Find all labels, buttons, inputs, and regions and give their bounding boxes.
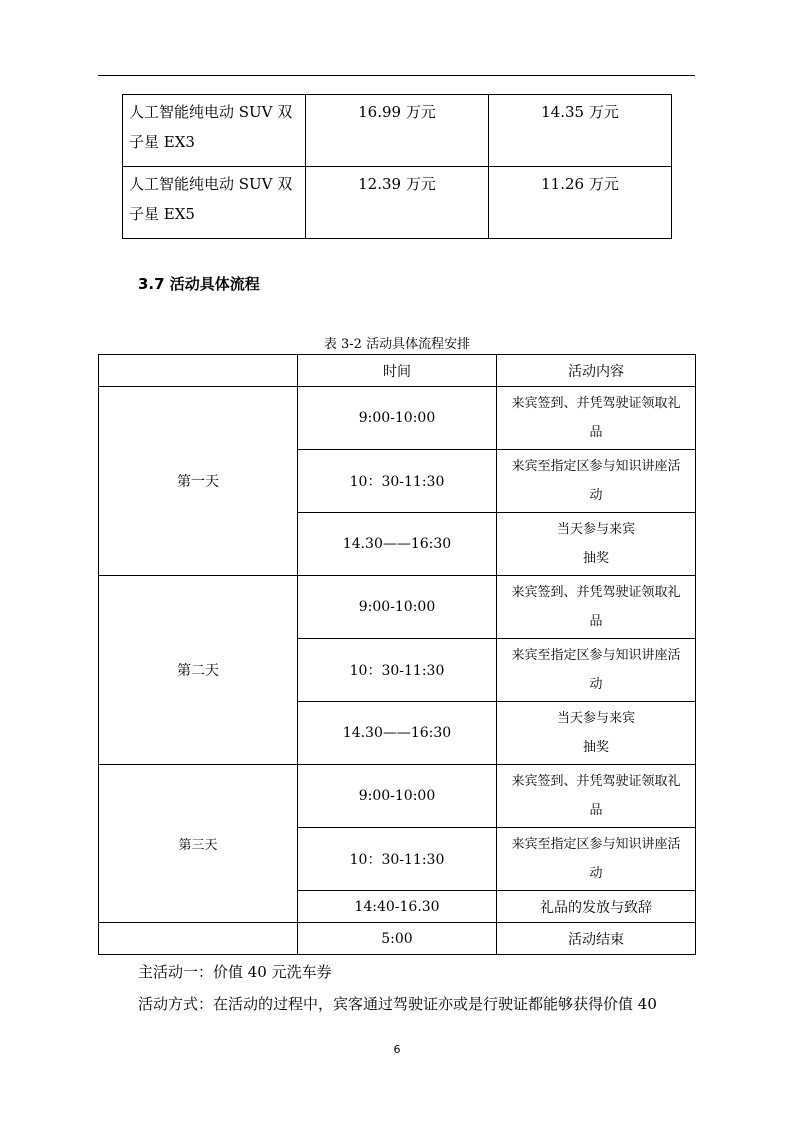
time-cell: 10：30-11:30 [298, 450, 497, 513]
price-cell: 16.99 万元 [306, 95, 489, 167]
price-cell: 11.26 万元 [489, 167, 672, 239]
activity-cell: 当天参与来宾 抽奖 [497, 513, 696, 576]
day-label: 第一天 [99, 387, 298, 576]
table-caption: 表 3-2 活动具体流程安排 [323, 337, 471, 352]
table-row [99, 765, 696, 828]
table-row [123, 167, 672, 239]
time-cell: 14.30——16:30 [298, 702, 497, 765]
day-label: 第三天 [99, 765, 298, 923]
time-cell: 9:00-10:00 [298, 765, 497, 828]
time-cell: 10：30-11:30 [298, 639, 497, 702]
time-cell: 14:40-16.30 [298, 891, 497, 923]
page-number: 6 [393, 1043, 401, 1056]
activity-cell: 来宾至指定区参与知识讲座活 动 [497, 639, 696, 702]
table-row [99, 576, 696, 639]
price-table [122, 94, 672, 239]
activity-cell: 来宾至指定区参与知识讲座活 动 [497, 450, 696, 513]
price-cell: 14.35 万元 [489, 95, 672, 167]
activity-cell: 来宾签到、并凭驾驶证领取礼 品 [497, 765, 696, 828]
header-content: 活动内容 [497, 355, 696, 387]
activity-cell: 当天参与来宾 抽奖 [497, 702, 696, 765]
paragraph-main-activity: 主活动一：价值 40 元洗车券 [138, 963, 332, 981]
model-cell: 人工智能纯电动 SUV 双 子星 EX3 [123, 95, 306, 167]
table-row [99, 923, 696, 955]
table-header-row [99, 355, 696, 387]
activity-cell: 礼品的发放与致辞 [497, 891, 696, 923]
table-row [99, 387, 696, 450]
table-row [123, 95, 672, 167]
time-cell: 9:00-10:00 [298, 387, 497, 450]
blank-cell [99, 923, 298, 955]
activity-cell: 来宾签到、并凭驾驶证领取礼 品 [497, 387, 696, 450]
schedule-table [98, 354, 696, 955]
day-label: 第二天 [99, 576, 298, 765]
price-cell: 12.39 万元 [306, 167, 489, 239]
header-rule [98, 75, 695, 76]
time-cell: 5:00 [298, 923, 497, 955]
time-cell: 10：30-11:30 [298, 828, 497, 891]
model-cell: 人工智能纯电动 SUV 双 子星 EX5 [123, 167, 306, 239]
activity-cell: 活动结束 [497, 923, 696, 955]
header-blank [99, 355, 298, 387]
header-time: 时间 [298, 355, 497, 387]
activity-cell: 来宾至指定区参与知识讲座活 动 [497, 828, 696, 891]
time-cell: 14.30——16:30 [298, 513, 497, 576]
section-title: 3.7 活动具体流程 [138, 275, 260, 293]
time-cell: 9:00-10:00 [298, 576, 497, 639]
activity-cell: 来宾签到、并凭驾驶证领取礼 品 [497, 576, 696, 639]
paragraph-activity-method: 活动方式：在活动的过程中，宾客通过驾驶证亦或是行驶证都能够获得价值 40 [138, 995, 657, 1013]
